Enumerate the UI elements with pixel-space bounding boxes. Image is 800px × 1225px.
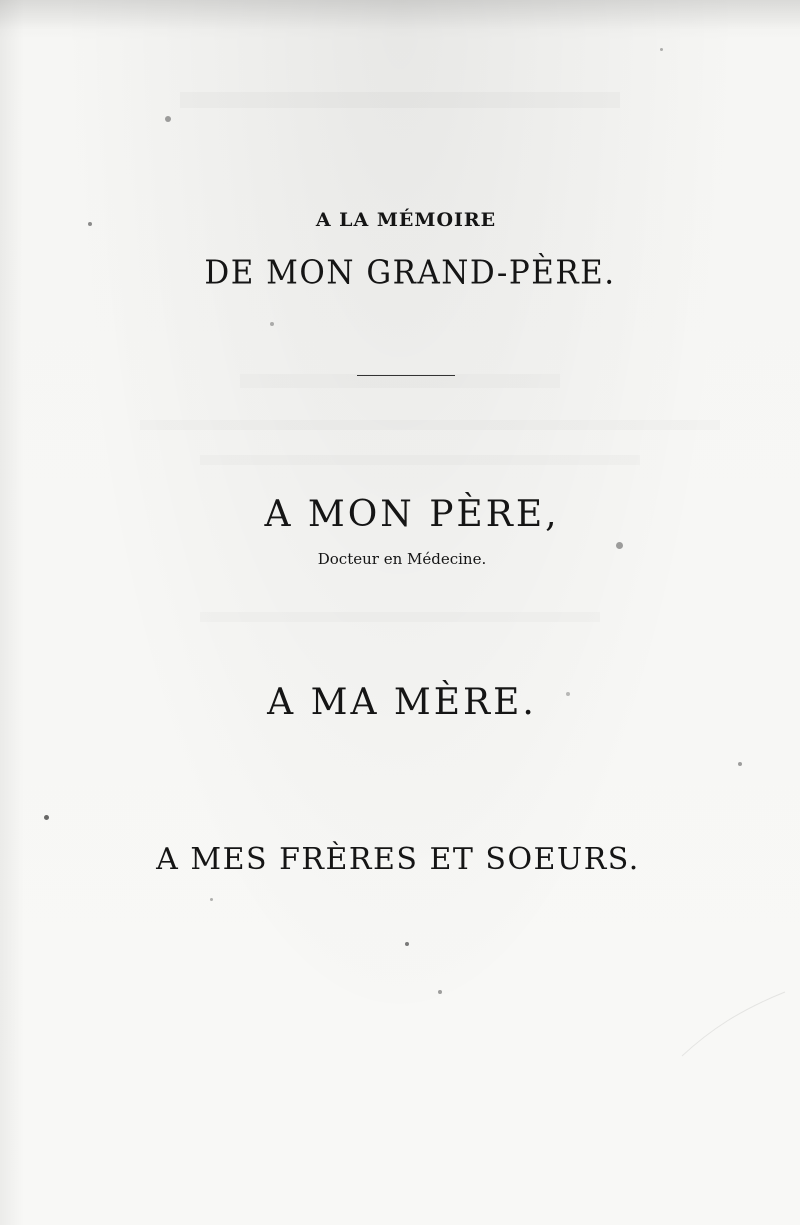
show-through-text xyxy=(240,374,560,388)
show-through-text xyxy=(140,420,720,430)
dedication-memory-line: A LA MÉMOIRE xyxy=(315,209,497,231)
paper-speck xyxy=(660,48,663,51)
page-left-shadow xyxy=(0,0,24,1225)
paper-speck xyxy=(438,990,442,994)
separator-rule xyxy=(357,375,455,376)
page-crease-mark xyxy=(680,990,790,1060)
dedication-father-title: Docteur en Médecine. xyxy=(317,550,487,568)
show-through-text xyxy=(180,92,620,108)
show-through-text xyxy=(200,455,640,465)
paper-speck xyxy=(165,116,171,122)
paper-speck xyxy=(405,942,409,946)
page-top-shadow xyxy=(0,0,800,30)
paper-speck xyxy=(88,222,92,226)
paper-speck xyxy=(616,542,623,549)
paper-speck xyxy=(738,762,742,766)
dedication-siblings-line: A MES FRÈRES ET SOEURS. xyxy=(156,842,640,877)
dedication-mother-line: A MA MÈRE. xyxy=(267,682,537,723)
dedication-father-line: A MON PÈRE, xyxy=(264,494,560,535)
dedication-grandfather-line: DE MON GRAND-PÈRE. xyxy=(204,254,616,292)
paper-speck xyxy=(210,898,213,901)
paper-speck xyxy=(270,322,274,326)
paper-speck xyxy=(44,815,49,820)
paper-speck xyxy=(566,692,570,696)
show-through-text xyxy=(200,612,600,622)
